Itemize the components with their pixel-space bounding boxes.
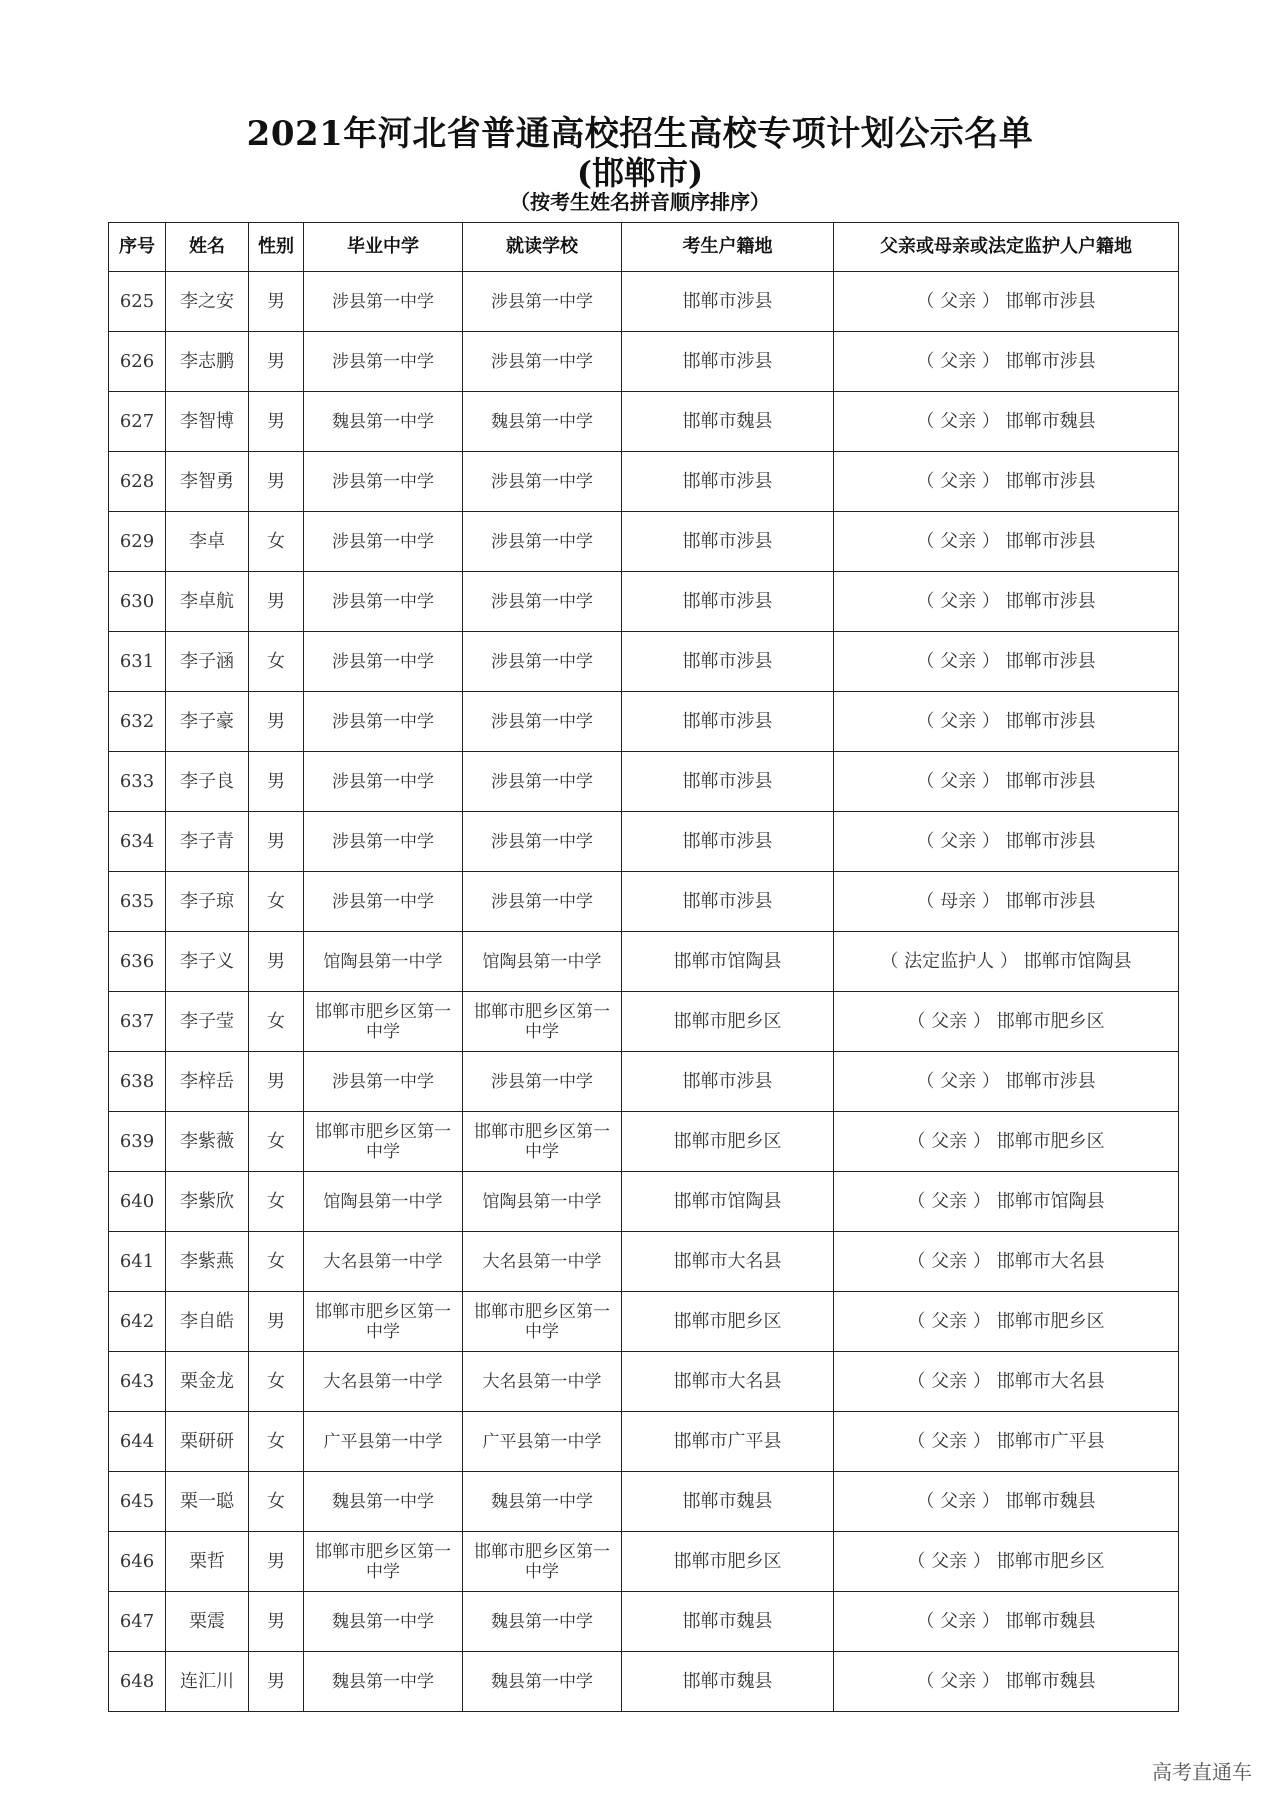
cell-household-registration: 邯郸市馆陶县 [622, 1172, 834, 1232]
cell-gender: 男 [249, 932, 304, 992]
cell-graduated-school: 涉县第一中学 [304, 452, 463, 512]
table-row [109, 572, 1179, 632]
cell-household-registration: 邯郸市涉县 [622, 332, 834, 392]
cell-name: 李子豪 [166, 692, 249, 752]
table-row [109, 692, 1179, 752]
cell-graduated-school: 邯郸市肥乡区第一中学 [304, 992, 463, 1052]
cell-name: 李紫薇 [166, 1112, 249, 1172]
column-header-seq: 序号 [109, 223, 166, 272]
table-row [109, 1352, 1179, 1412]
cell-household-registration: 邯郸市涉县 [622, 632, 834, 692]
cell-name: 栗哲 [166, 1532, 249, 1592]
sort-order-note: （按考生姓名拼音顺序排序） [510, 190, 770, 214]
cell-seq: 641 [109, 1232, 166, 1292]
cell-seq: 625 [109, 272, 166, 332]
cell-seq: 643 [109, 1352, 166, 1412]
table-row [109, 752, 1179, 812]
table-row [109, 1412, 1179, 1472]
table-row [109, 1472, 1179, 1532]
cell-household-registration: 邯郸市肥乡区 [622, 1532, 834, 1592]
cell-seq: 629 [109, 512, 166, 572]
column-header-guardian-registration: 父亲或母亲或法定监护人户籍地 [834, 223, 1179, 272]
cell-current-school: 馆陶县第一中学 [463, 932, 622, 992]
cell-gender: 男 [249, 692, 304, 752]
cell-guardian-registration: （ 父亲 ） 邯郸市大名县 [834, 1352, 1179, 1412]
cell-graduated-school: 涉县第一中学 [304, 572, 463, 632]
cell-graduated-school: 魏县第一中学 [304, 1592, 463, 1652]
cell-household-registration: 邯郸市涉县 [622, 512, 834, 572]
cell-guardian-registration: （ 母亲 ） 邯郸市涉县 [834, 872, 1179, 932]
roster-table [108, 222, 1179, 1712]
cell-name: 李子青 [166, 812, 249, 872]
table-row [109, 452, 1179, 512]
cell-gender: 女 [249, 1112, 304, 1172]
table-row [109, 272, 1179, 332]
cell-current-school: 涉县第一中学 [463, 572, 622, 632]
cell-household-registration: 邯郸市魏县 [622, 1652, 834, 1712]
cell-seq: 626 [109, 332, 166, 392]
cell-name: 栗一聪 [166, 1472, 249, 1532]
cell-current-school: 涉县第一中学 [463, 632, 622, 692]
cell-gender: 男 [249, 572, 304, 632]
watermark: 高考直通车 [1152, 1760, 1252, 1784]
cell-graduated-school: 涉县第一中学 [304, 752, 463, 812]
cell-household-registration: 邯郸市涉县 [622, 452, 834, 512]
cell-name: 李智博 [166, 392, 249, 452]
cell-gender: 男 [249, 1292, 304, 1352]
cell-household-registration: 邯郸市魏县 [622, 1592, 834, 1652]
cell-graduated-school: 涉县第一中学 [304, 512, 463, 572]
cell-household-registration: 邯郸市涉县 [622, 272, 834, 332]
cell-graduated-school: 魏县第一中学 [304, 392, 463, 452]
cell-household-registration: 邯郸市涉县 [622, 692, 834, 752]
cell-household-registration: 邯郸市肥乡区 [622, 1292, 834, 1352]
cell-seq: 630 [109, 572, 166, 632]
cell-current-school: 涉县第一中学 [463, 752, 622, 812]
table-row [109, 1172, 1179, 1232]
table-row [109, 392, 1179, 452]
cell-seq: 627 [109, 392, 166, 452]
cell-guardian-registration: （ 父亲 ） 邯郸市肥乡区 [834, 992, 1179, 1052]
cell-seq: 634 [109, 812, 166, 872]
cell-guardian-registration: （ 父亲 ） 邯郸市大名县 [834, 1232, 1179, 1292]
cell-household-registration: 邯郸市涉县 [622, 812, 834, 872]
cell-current-school: 邯郸市肥乡区第一中学 [463, 1532, 622, 1592]
cell-guardian-registration: （ 父亲 ） 邯郸市涉县 [834, 332, 1179, 392]
cell-current-school: 魏县第一中学 [463, 1652, 622, 1712]
cell-guardian-registration: （ 父亲 ） 邯郸市涉县 [834, 512, 1179, 572]
cell-graduated-school: 涉县第一中学 [304, 632, 463, 692]
cell-guardian-registration: （ 父亲 ） 邯郸市魏县 [834, 392, 1179, 452]
cell-gender: 女 [249, 1472, 304, 1532]
cell-current-school: 馆陶县第一中学 [463, 1172, 622, 1232]
cell-name: 李子涵 [166, 632, 249, 692]
cell-name: 李梓岳 [166, 1052, 249, 1112]
cell-current-school: 涉县第一中学 [463, 272, 622, 332]
cell-current-school: 涉县第一中学 [463, 872, 622, 932]
cell-gender: 男 [249, 1532, 304, 1592]
cell-household-registration: 邯郸市魏县 [622, 1472, 834, 1532]
cell-name: 李之安 [166, 272, 249, 332]
cell-gender: 女 [249, 512, 304, 572]
cell-name: 李子良 [166, 752, 249, 812]
cell-seq: 638 [109, 1052, 166, 1112]
cell-seq: 639 [109, 1112, 166, 1172]
cell-graduated-school: 魏县第一中学 [304, 1472, 463, 1532]
cell-name: 李自皓 [166, 1292, 249, 1352]
cell-current-school: 涉县第一中学 [463, 812, 622, 872]
cell-household-registration: 邯郸市馆陶县 [622, 932, 834, 992]
cell-gender: 男 [249, 1052, 304, 1112]
cell-current-school: 邯郸市肥乡区第一中学 [463, 992, 622, 1052]
cell-gender: 女 [249, 1232, 304, 1292]
cell-seq: 648 [109, 1652, 166, 1712]
table-row [109, 992, 1179, 1052]
cell-name: 栗震 [166, 1592, 249, 1652]
cell-seq: 628 [109, 452, 166, 512]
cell-seq: 645 [109, 1472, 166, 1532]
cell-name: 李紫燕 [166, 1232, 249, 1292]
column-header-household-registration: 考生户籍地 [622, 223, 834, 272]
cell-seq: 632 [109, 692, 166, 752]
cell-gender: 女 [249, 872, 304, 932]
table-row [109, 1532, 1179, 1592]
cell-name: 李子莹 [166, 992, 249, 1052]
cell-current-school: 魏县第一中学 [463, 1472, 622, 1532]
cell-gender: 男 [249, 332, 304, 392]
table-row [109, 872, 1179, 932]
cell-current-school: 邯郸市肥乡区第一中学 [463, 1112, 622, 1172]
cell-guardian-registration: （ 父亲 ） 邯郸市魏县 [834, 1652, 1179, 1712]
cell-graduated-school: 大名县第一中学 [304, 1232, 463, 1292]
table-row [109, 932, 1179, 992]
cell-seq: 642 [109, 1292, 166, 1352]
cell-graduated-school: 馆陶县第一中学 [304, 1172, 463, 1232]
cell-guardian-registration: （ 父亲 ） 邯郸市涉县 [834, 752, 1179, 812]
cell-guardian-registration: （ 父亲 ） 邯郸市肥乡区 [834, 1292, 1179, 1352]
cell-current-school: 大名县第一中学 [463, 1232, 622, 1292]
cell-graduated-school: 涉县第一中学 [304, 812, 463, 872]
cell-guardian-registration: （ 父亲 ） 邯郸市涉县 [834, 272, 1179, 332]
cell-guardian-registration: （ 父亲 ） 邯郸市魏县 [834, 1592, 1179, 1652]
cell-gender: 女 [249, 632, 304, 692]
cell-name: 李子琼 [166, 872, 249, 932]
cell-household-registration: 邯郸市大名县 [622, 1352, 834, 1412]
column-header-graduated-school: 毕业中学 [304, 223, 463, 272]
cell-guardian-registration: （ 父亲 ） 邯郸市涉县 [834, 692, 1179, 752]
column-header-current-school: 就读学校 [463, 223, 622, 272]
cell-gender: 女 [249, 992, 304, 1052]
cell-guardian-registration: （ 父亲 ） 邯郸市肥乡区 [834, 1532, 1179, 1592]
cell-guardian-registration: （ 父亲 ） 邯郸市广平县 [834, 1412, 1179, 1472]
cell-seq: 647 [109, 1592, 166, 1652]
cell-name: 李智勇 [166, 452, 249, 512]
cell-gender: 女 [249, 1412, 304, 1472]
cell-guardian-registration: （ 父亲 ） 邯郸市涉县 [834, 632, 1179, 692]
table-row [109, 1232, 1179, 1292]
roster-table-body [109, 272, 1179, 1712]
cell-seq: 635 [109, 872, 166, 932]
cell-gender: 男 [249, 752, 304, 812]
table-row [109, 332, 1179, 392]
cell-graduated-school: 邯郸市肥乡区第一中学 [304, 1292, 463, 1352]
cell-household-registration: 邯郸市肥乡区 [622, 1112, 834, 1172]
cell-seq: 644 [109, 1412, 166, 1472]
cell-household-registration: 邯郸市魏县 [622, 392, 834, 452]
cell-household-registration: 邯郸市肥乡区 [622, 992, 834, 1052]
cell-guardian-registration: （ 父亲 ） 邯郸市涉县 [834, 812, 1179, 872]
cell-graduated-school: 涉县第一中学 [304, 692, 463, 752]
cell-gender: 男 [249, 392, 304, 452]
cell-current-school: 涉县第一中学 [463, 692, 622, 752]
cell-gender: 男 [249, 812, 304, 872]
cell-seq: 637 [109, 992, 166, 1052]
cell-name: 连汇川 [166, 1652, 249, 1712]
cell-seq: 640 [109, 1172, 166, 1232]
cell-seq: 631 [109, 632, 166, 692]
cell-current-school: 魏县第一中学 [463, 1592, 622, 1652]
cell-name: 栗金龙 [166, 1352, 249, 1412]
table-row [109, 512, 1179, 572]
cell-graduated-school: 馆陶县第一中学 [304, 932, 463, 992]
table-row [109, 812, 1179, 872]
cell-guardian-registration: （ 父亲 ） 邯郸市涉县 [834, 1052, 1179, 1112]
cell-gender: 男 [249, 452, 304, 512]
cell-current-school: 广平县第一中学 [463, 1412, 622, 1472]
cell-seq: 633 [109, 752, 166, 812]
cell-current-school: 涉县第一中学 [463, 1052, 622, 1112]
table-row [109, 1112, 1179, 1172]
cell-graduated-school: 广平县第一中学 [304, 1412, 463, 1472]
cell-current-school: 涉县第一中学 [463, 512, 622, 572]
table-row [109, 1592, 1179, 1652]
cell-household-registration: 邯郸市大名县 [622, 1232, 834, 1292]
column-header-name: 姓名 [166, 223, 249, 272]
cell-household-registration: 邯郸市涉县 [622, 1052, 834, 1112]
cell-gender: 女 [249, 1172, 304, 1232]
table-row [109, 1652, 1179, 1712]
cell-guardian-registration: （ 父亲 ） 邯郸市肥乡区 [834, 1112, 1179, 1172]
cell-current-school: 涉县第一中学 [463, 332, 622, 392]
cell-graduated-school: 涉县第一中学 [304, 1052, 463, 1112]
table-header-row [109, 223, 1179, 272]
cell-guardian-registration: （ 父亲 ） 邯郸市涉县 [834, 452, 1179, 512]
table-row [109, 1292, 1179, 1352]
cell-current-school: 涉县第一中学 [463, 452, 622, 512]
cell-gender: 男 [249, 272, 304, 332]
cell-graduated-school: 邯郸市肥乡区第一中学 [304, 1532, 463, 1592]
table-row [109, 1052, 1179, 1112]
cell-name: 李志鹏 [166, 332, 249, 392]
cell-household-registration: 邯郸市涉县 [622, 572, 834, 632]
cell-gender: 女 [249, 1352, 304, 1412]
cell-graduated-school: 涉县第一中学 [304, 332, 463, 392]
cell-graduated-school: 魏县第一中学 [304, 1652, 463, 1712]
document-title: 2021年河北省普通高校招生高校专项计划公示名单 [246, 114, 1034, 154]
cell-household-registration: 邯郸市涉县 [622, 752, 834, 812]
cell-name: 李卓航 [166, 572, 249, 632]
table-row [109, 632, 1179, 692]
cell-guardian-registration: （ 父亲 ） 邯郸市馆陶县 [834, 1172, 1179, 1232]
cell-graduated-school: 邯郸市肥乡区第一中学 [304, 1112, 463, 1172]
cell-guardian-registration: （ 父亲 ） 邯郸市魏县 [834, 1472, 1179, 1532]
cell-current-school: 大名县第一中学 [463, 1352, 622, 1412]
cell-name: 李子义 [166, 932, 249, 992]
cell-guardian-registration: （ 法定监护人 ） 邯郸市馆陶县 [834, 932, 1179, 992]
cell-seq: 646 [109, 1532, 166, 1592]
cell-guardian-registration: （ 父亲 ） 邯郸市涉县 [834, 572, 1179, 632]
cell-graduated-school: 涉县第一中学 [304, 272, 463, 332]
cell-current-school: 魏县第一中学 [463, 392, 622, 452]
cell-name: 李卓 [166, 512, 249, 572]
cell-gender: 男 [249, 1592, 304, 1652]
column-header-gender: 性别 [249, 223, 304, 272]
cell-current-school: 邯郸市肥乡区第一中学 [463, 1292, 622, 1352]
cell-household-registration: 邯郸市广平县 [622, 1412, 834, 1472]
cell-graduated-school: 大名县第一中学 [304, 1352, 463, 1412]
cell-name: 李紫欣 [166, 1172, 249, 1232]
cell-graduated-school: 涉县第一中学 [304, 872, 463, 932]
cell-gender: 男 [249, 1652, 304, 1712]
document-subtitle: (邯郸市) [576, 154, 704, 192]
cell-name: 栗研研 [166, 1412, 249, 1472]
cell-household-registration: 邯郸市涉县 [622, 872, 834, 932]
cell-seq: 636 [109, 932, 166, 992]
